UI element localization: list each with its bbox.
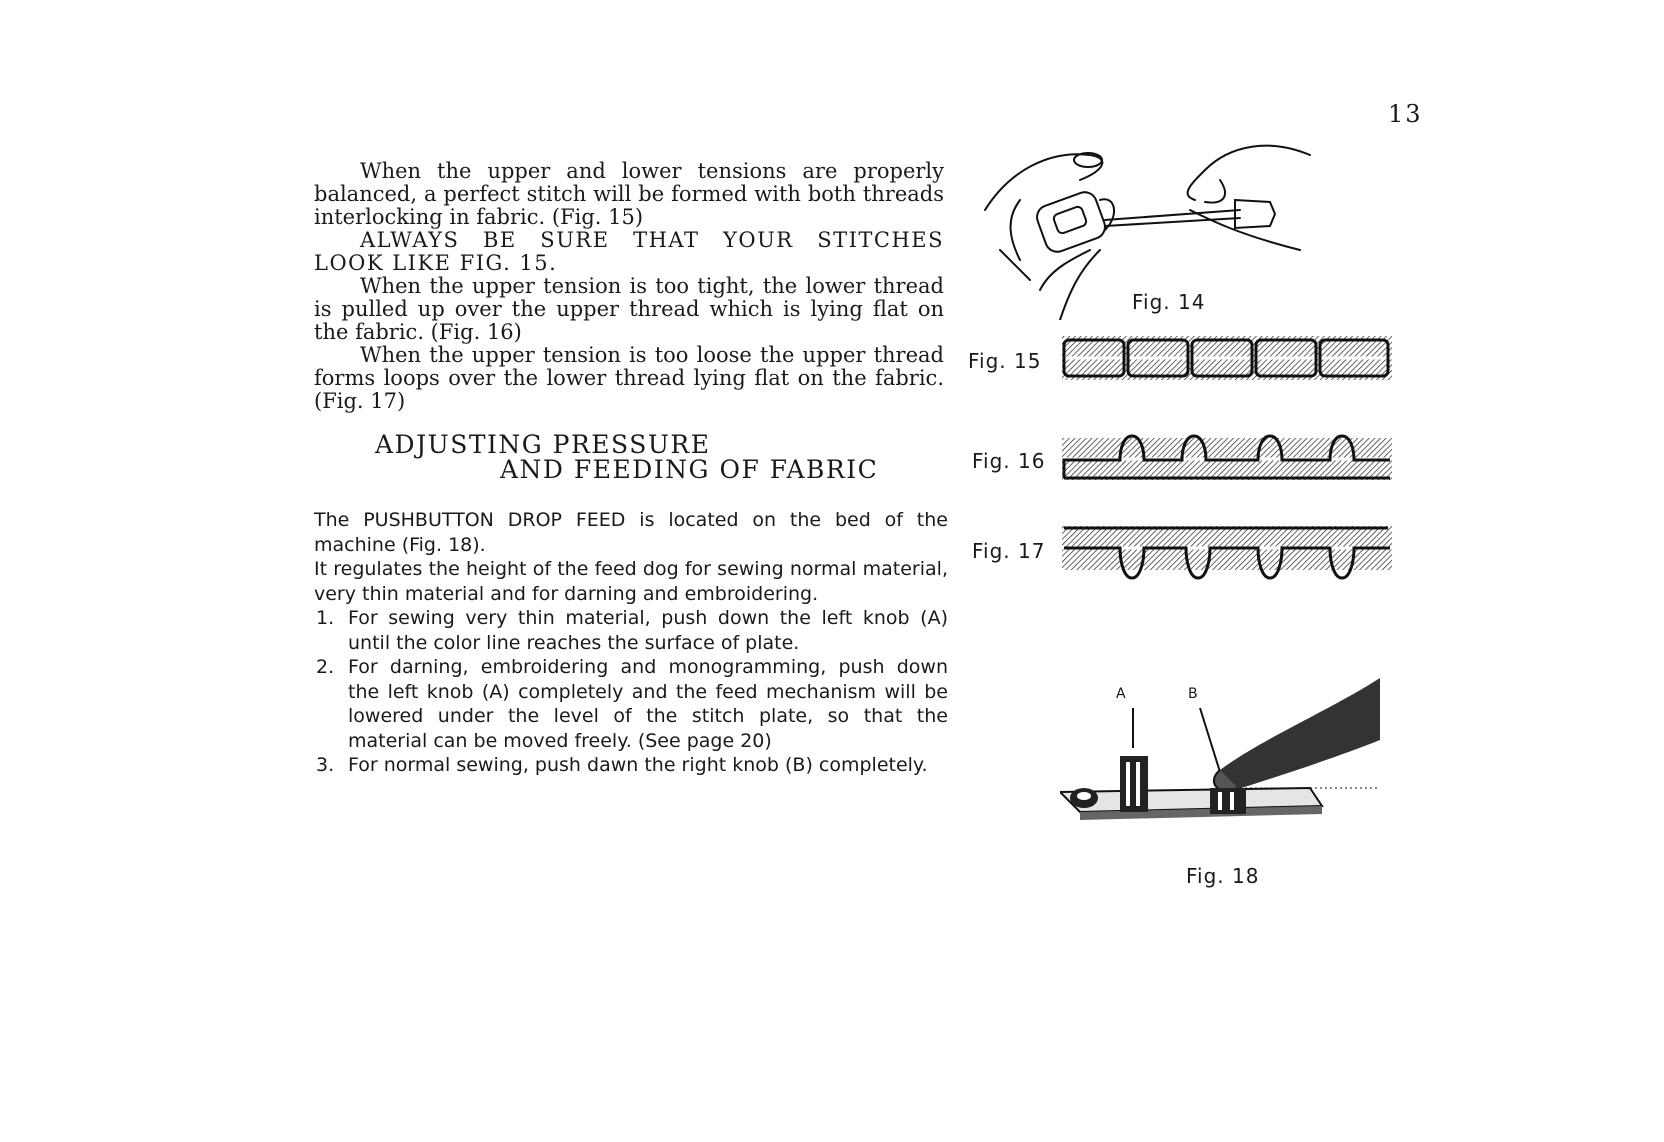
feed-intro: The PUSHBUTTON DROP FEED is located on the bed of the machine (Fig. 18). <box>314 509 948 556</box>
list-item-text: For sewing very thin material, push down the left knob (A) until the color line reaches the surface of plate. <box>348 607 948 654</box>
tension-warning: ALWAYS BE SURE THAT YOUR STITCHES LOOK LIKE FIG. 15. <box>314 228 944 275</box>
section-heading-line2: AND FEEDING OF FABRIC <box>500 455 879 484</box>
list-item-text: For darning, embroidering and monogramming, push down the left knob (A) completely and the feed mechanism will be lowered under the level of the stitch plate, so that the material can be moved freely. (See page 20) <box>348 656 948 752</box>
list-item <box>314 606 948 655</box>
figure-14-caption: Fig. 14 <box>1132 290 1206 314</box>
list-item-text: For normal sewing, push dawn the right knob (B) completely. <box>348 754 928 776</box>
drop-feed-knobs-illustration <box>1060 670 1380 840</box>
figure-18-caption: Fig. 18 <box>1186 864 1260 888</box>
figure-17-caption: Fig. 17 <box>972 539 1046 563</box>
figure-16-caption: Fig. 16 <box>972 449 1046 473</box>
tight-tension-stitch-diagram <box>1062 428 1392 484</box>
feed-instructions-list <box>314 606 948 778</box>
knob-b-label: B <box>1188 686 1199 702</box>
tension-paragraph-loose: When the upper tension is too loose the upper thread forms loops over the lower thread lying flat on the fabric. (Fig. 17) <box>314 343 944 413</box>
page-number: 13 <box>1388 100 1423 128</box>
feed-description: It regulates the height of the feed dog for sewing normal material, very thin material and for darning and embroidering. <box>314 558 948 605</box>
list-item-number: 1. <box>316 607 335 629</box>
tension-section <box>314 160 944 413</box>
balanced-stitch-diagram <box>1062 332 1392 384</box>
section-heading-line1: ADJUSTING PRESSURE <box>375 430 711 459</box>
loose-tension-stitch-diagram <box>1062 522 1392 586</box>
tension-paragraph-tight: When the upper tension is too tight, the lower thread is pulled up over the upper thread which is lying flat on the fabric. (Fig. 16) <box>314 274 944 344</box>
knob-a-label: A <box>1116 686 1127 702</box>
list-item-number: 2. <box>316 656 335 678</box>
list-item-number: 3. <box>316 754 335 776</box>
figure-15-caption: Fig. 15 <box>968 349 1042 373</box>
list-item <box>314 753 948 778</box>
feed-section <box>314 508 948 778</box>
tension-paragraph-balanced: When the upper and lower tensions are properly balanced, a perfect stitch will be formed with both threads interlocking in fabric. (Fig. 15) <box>314 159 944 229</box>
list-item <box>314 655 948 753</box>
